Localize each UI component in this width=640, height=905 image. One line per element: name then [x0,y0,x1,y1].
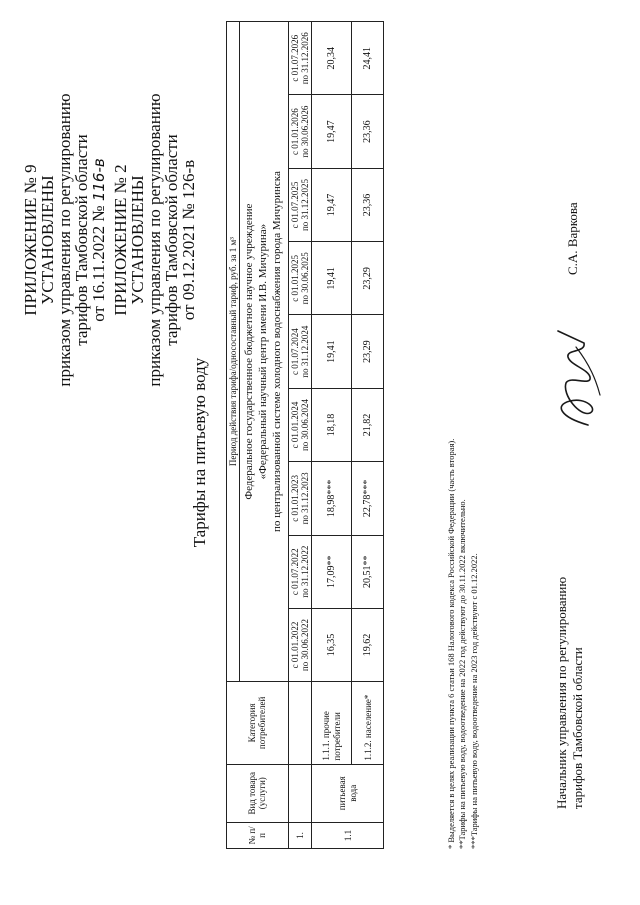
row-num: 1.1 [312,822,384,848]
period-3: с 01.01.2023 по 31.12.2023 [288,462,312,535]
appendix-2-line1: приказом управления по регулированию [145,93,164,387]
value-cell: 24,41 [352,22,384,95]
footnotes [446,49,480,849]
appendix-2-header [112,60,197,420]
org-line1: Федеральное государственное бюджетное научное учреждение [243,203,256,500]
appendix-9-date-prefix: от 16.11.2022 № [89,205,108,322]
value-cell: 19,41 [312,315,352,388]
table-row [312,22,352,849]
value-cell: 20,34 [312,22,352,95]
signatory-position-line2: тарифов Тамбовской области [569,647,585,809]
appendix-2-line2: тарифов Тамбовской области [162,134,181,346]
period-4: с 01.01.2024 по 30.06.2024 [288,388,312,461]
value-cell: 17,09** [312,535,352,608]
appendix-9-title: ПРИЛОЖЕНИЕ № 9 [21,164,40,316]
appendix-2-line3: от 09.12.2021 № 126-в [179,159,198,321]
value-cell: 19,62 [352,608,384,681]
value-cell: 19,47 [312,168,352,241]
value-cell: 18,98*** [312,462,352,535]
appendix-9-line1: приказом управления по регулированию [55,93,74,387]
table-title: Тарифы на питьевую воду [190,357,209,548]
org-line3: по централизованной системе холодного водоснабжения города Мичуринска [270,171,283,533]
appendix-9-number: 116-в [90,158,108,202]
footnote-1: * Выделяется в целях реализации пункта 6 статьи 168 Налогового кодекса Российской Федерации (часть вторая). [446,438,456,849]
header-goods: Вид товара (услуги) [227,764,289,822]
row-goods: питьевая вода [312,764,384,822]
header-category: Категория потребителей [227,682,289,764]
row-category: 1.1.1. прочие потребители [312,682,352,764]
org-line2: «Федеральный научный центр имени И.В. Мичурина» [257,223,270,480]
table-periods-row [288,22,312,849]
org-row-num: 1. [288,822,312,848]
value-cell: 16,35 [312,608,352,681]
row-category: 1.1.2. население* [352,682,384,764]
footnote-2: **Тарифы на питьевую воду, водоотведение на 2022 год действуют до 30.11.2022 включительно. [457,499,468,849]
value-cell: 23,29 [352,242,384,315]
appendix-2-title: ПРИЛОЖЕНИЕ № 2 [111,164,130,316]
value-cell: 18,18 [312,388,352,461]
signatory-position-line1: Начальник управления по регулированию [554,576,569,809]
period-2: с 01.07.2022 по 31.12.2022 [288,535,312,608]
appendix-2-approved: УСТАНОВЛЕНЫ [128,175,147,305]
empty-cell [288,682,312,764]
period-9: с 01.07.2026 по 31.12.2026 [288,22,312,95]
table-row [352,22,384,849]
org-name-cell [240,22,288,682]
period-5: с 01.07.2024 по 31.12.2024 [288,315,312,388]
footnote-3: ***Тарифы на питьевую воду, водоотведение на 2023 год действуют с 01.12.2022. [468,553,479,849]
value-cell: 21,82 [352,388,384,461]
value-cell: 19,47 [312,95,352,168]
period-8: с 01.01.2026 по 30.06.2026 [288,95,312,168]
value-cell: 19,41 [312,242,352,315]
table-header-row [227,22,240,849]
appendix-9-approved: УСТАНОВЛЕНЫ [38,175,57,305]
period-1: с 01.01.2022 по 30.06.2022 [288,608,312,681]
value-cell: 23,36 [352,168,384,241]
period-7: с 01.07.2025 по 31.12.2025 [288,168,312,241]
tariff-table [226,21,384,849]
header-num: № п/п [227,822,289,848]
value-cell: 20,51** [352,535,384,608]
value-cell: 23,36 [352,95,384,168]
signatory-position [554,577,585,809]
value-cell: 22,78*** [352,462,384,535]
handwritten-signature [540,325,610,435]
signatory-name: С.А. Варкова [565,202,580,275]
empty-cell [288,764,312,822]
appendix-9-line2: тарифов Тамбовской области [72,134,91,346]
appendix-9-header [22,60,107,420]
period-6: с 01.01.2025 по 30.06.2025 [288,242,312,315]
appendix-9-date [90,60,107,420]
header-period: Период действия тарифа/односоставный тариф, руб. за 1 м³ [227,22,240,682]
value-cell: 23,29 [352,315,384,388]
